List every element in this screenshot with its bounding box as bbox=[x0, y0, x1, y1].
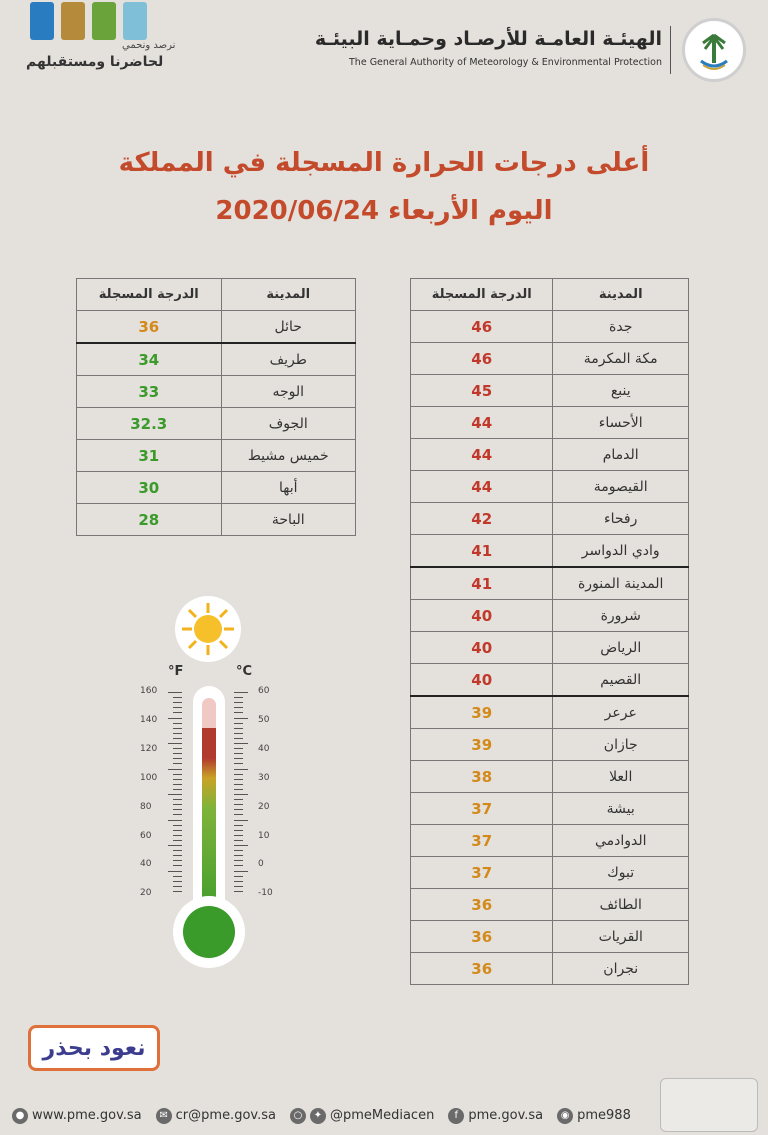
city-cell: المدينة المنورة bbox=[553, 567, 689, 600]
scale-tick-mark bbox=[173, 733, 182, 734]
footer-email[interactable]: ✉ cr@pme.gov.sa bbox=[156, 1108, 276, 1124]
scale-tick-mark bbox=[173, 835, 182, 836]
celsius-label: °C bbox=[236, 664, 253, 679]
table-row bbox=[411, 825, 689, 857]
left-temperature-table bbox=[76, 278, 356, 536]
scale-tick-mark bbox=[234, 723, 243, 724]
city-cell: القريات bbox=[553, 921, 689, 953]
scale-tick-mark bbox=[173, 855, 182, 856]
scale-tick-mark bbox=[173, 779, 182, 780]
scale-tick-mark bbox=[168, 845, 182, 846]
slogan-icon-plant bbox=[92, 2, 116, 40]
scale-tick-label: 160 bbox=[140, 686, 158, 696]
scale-tick-mark bbox=[173, 789, 182, 790]
scale-tick-mark bbox=[168, 743, 182, 744]
temperature-cell: 44 bbox=[411, 439, 553, 471]
scale-tick-mark bbox=[234, 753, 243, 754]
globe-icon: ● bbox=[12, 1108, 28, 1124]
org-name-arabic: الهيئـة العامـة للأرصـاد وحمـاية البيئـة bbox=[314, 28, 662, 50]
table-row bbox=[411, 375, 689, 407]
scale-tick-mark bbox=[234, 728, 243, 729]
temperature-cell: 41 bbox=[411, 567, 553, 600]
scale-tick-label: 30 bbox=[258, 772, 270, 783]
col-header-temp: الدرجة المسجلة bbox=[411, 279, 553, 311]
city-cell: القصيم bbox=[553, 664, 689, 697]
city-cell: القيصومة bbox=[553, 471, 689, 503]
city-cell: شرورة bbox=[553, 600, 689, 632]
scale-tick-mark bbox=[168, 692, 182, 693]
city-cell: نجران bbox=[553, 953, 689, 985]
scale-tick-mark bbox=[234, 789, 243, 790]
scale-tick-mark bbox=[168, 871, 182, 872]
twitter-icon: ✦ bbox=[310, 1108, 326, 1124]
table-row bbox=[411, 567, 689, 600]
header-divider bbox=[670, 26, 671, 74]
scale-tick-mark bbox=[234, 865, 243, 866]
scale-tick-mark bbox=[173, 748, 182, 749]
scale-tick-mark bbox=[234, 814, 243, 815]
city-cell: الوجه bbox=[221, 376, 356, 408]
scale-tick-label: 20 bbox=[258, 801, 270, 812]
scale-tick-label: 10 bbox=[258, 830, 270, 841]
scale-tick-mark bbox=[173, 876, 182, 877]
scale-tick-mark bbox=[234, 835, 243, 836]
scale-tick-mark bbox=[173, 830, 182, 831]
city-cell: جدة bbox=[553, 311, 689, 343]
scale-tick-label: 140 bbox=[140, 714, 158, 725]
table-row bbox=[77, 472, 356, 504]
scale-tick-mark bbox=[168, 794, 182, 795]
scale-tick-mark bbox=[173, 774, 182, 775]
scale-tick-mark bbox=[173, 840, 182, 841]
temperature-cell: 37 bbox=[411, 793, 553, 825]
footer-facebook[interactable]: f pme.gov.sa bbox=[448, 1108, 543, 1124]
thermometer-bulb bbox=[183, 906, 235, 958]
table-row bbox=[411, 761, 689, 793]
temperature-cell: 36 bbox=[411, 953, 553, 985]
temperature-cell: 41 bbox=[411, 535, 553, 568]
scale-tick-mark bbox=[234, 860, 243, 861]
scale-tick-mark bbox=[234, 825, 243, 826]
slogan-big: لحاضرنا ومستقبلهم bbox=[26, 54, 164, 70]
table-row bbox=[411, 535, 689, 568]
city-cell: العلا bbox=[553, 761, 689, 793]
footer-snapchat[interactable]: ◉ pme988 bbox=[557, 1108, 631, 1124]
scale-tick-mark bbox=[234, 820, 248, 821]
scale-tick-mark bbox=[234, 799, 243, 800]
scale-tick-mark bbox=[234, 779, 243, 780]
scale-tick-mark bbox=[173, 804, 182, 805]
page-subtitle-date: اليوم الأربعاء 2020/06/24 bbox=[215, 196, 553, 226]
slogan-small: نرصد ونحمي bbox=[122, 40, 176, 51]
city-cell: الدوادمي bbox=[553, 825, 689, 857]
scale-tick-label: 80 bbox=[140, 801, 152, 812]
scale-tick-mark bbox=[234, 702, 243, 703]
scale-tick-mark bbox=[234, 692, 248, 693]
scale-tick-mark bbox=[173, 860, 182, 861]
mail-icon: ✉ bbox=[156, 1108, 172, 1124]
scale-tick-mark bbox=[173, 814, 182, 815]
fahrenheit-label: °F bbox=[168, 664, 184, 679]
scale-tick-mark bbox=[234, 855, 243, 856]
scale-tick-mark bbox=[173, 702, 182, 703]
scale-tick-mark bbox=[173, 865, 182, 866]
table-row bbox=[411, 696, 689, 729]
scale-tick-mark bbox=[234, 876, 243, 877]
scale-tick-mark bbox=[173, 697, 182, 698]
temperature-cell: 40 bbox=[411, 664, 553, 697]
city-cell: الجوف bbox=[221, 408, 356, 440]
table-row bbox=[411, 664, 689, 697]
scale-tick-mark bbox=[173, 891, 182, 892]
city-cell: عرعر bbox=[553, 696, 689, 729]
scale-tick-mark bbox=[234, 794, 248, 795]
scale-tick-mark bbox=[173, 825, 182, 826]
col-header-city: المدينة bbox=[221, 279, 356, 311]
city-cell: حائل bbox=[221, 311, 356, 344]
table-row bbox=[411, 729, 689, 761]
scale-tick-label: 0 bbox=[258, 859, 264, 870]
scale-tick-mark bbox=[173, 799, 182, 800]
scale-tick-mark bbox=[168, 769, 182, 770]
table-row bbox=[411, 503, 689, 535]
city-cell: مكة المكرمة bbox=[553, 343, 689, 375]
temperature-cell: 46 bbox=[411, 343, 553, 375]
scale-tick-mark bbox=[234, 718, 248, 719]
city-cell: طريف bbox=[221, 343, 356, 376]
scale-tick-mark bbox=[234, 891, 243, 892]
scale-tick-mark bbox=[168, 820, 182, 821]
scale-tick-label: 50 bbox=[258, 714, 270, 725]
scale-tick-mark bbox=[173, 738, 182, 739]
scale-tick-mark bbox=[234, 707, 243, 708]
table-row bbox=[411, 407, 689, 439]
city-cell: الأحساء bbox=[553, 407, 689, 439]
temperature-cell: 39 bbox=[411, 696, 553, 729]
city-cell: وادي الدواسر bbox=[553, 535, 689, 568]
scale-tick-mark bbox=[234, 697, 243, 698]
temperature-cell: 32.3 bbox=[77, 408, 222, 440]
temperature-cell: 34 bbox=[77, 343, 222, 376]
scale-tick-mark bbox=[234, 769, 248, 770]
scale-tick-mark bbox=[173, 850, 182, 851]
table-row bbox=[411, 857, 689, 889]
scale-tick-mark bbox=[234, 774, 243, 775]
table-row bbox=[77, 408, 356, 440]
temperature-cell: 30 bbox=[77, 472, 222, 504]
city-cell: تبوك bbox=[553, 857, 689, 889]
scale-tick-mark bbox=[234, 763, 243, 764]
scale-tick-mark bbox=[173, 753, 182, 754]
scale-tick-mark bbox=[234, 840, 243, 841]
scale-tick-mark bbox=[168, 718, 182, 719]
temperature-cell: 40 bbox=[411, 632, 553, 664]
scale-tick-mark bbox=[173, 723, 182, 724]
temperature-cell: 39 bbox=[411, 729, 553, 761]
scale-tick-mark bbox=[234, 758, 243, 759]
scale-tick-label: -10 bbox=[258, 888, 273, 899]
scale-tick-mark bbox=[234, 743, 248, 744]
temperature-cell: 46 bbox=[411, 311, 553, 343]
scale-tick-mark bbox=[234, 886, 243, 887]
city-cell: جازان bbox=[553, 729, 689, 761]
scale-tick-label: 60 bbox=[258, 686, 270, 696]
city-cell: أبها bbox=[221, 472, 356, 504]
celsius-scale bbox=[232, 686, 276, 922]
city-cell: بيشة bbox=[553, 793, 689, 825]
scale-tick-label: 40 bbox=[140, 859, 152, 870]
table-row bbox=[411, 311, 689, 343]
scale-tick-mark bbox=[173, 881, 182, 882]
scale-tick-label: 40 bbox=[258, 743, 270, 754]
campaign-badge: نعود بحذر bbox=[28, 1025, 160, 1071]
scale-tick-mark bbox=[234, 850, 243, 851]
thermometer bbox=[140, 664, 280, 984]
scale-tick-label: 120 bbox=[140, 743, 158, 754]
scale-tick-mark bbox=[173, 758, 182, 759]
col-header-city: المدينة bbox=[553, 279, 689, 311]
city-cell: رفحاء bbox=[553, 503, 689, 535]
temperature-cell: 44 bbox=[411, 471, 553, 503]
scale-tick-mark bbox=[234, 712, 243, 713]
scale-tick-mark bbox=[173, 728, 182, 729]
city-cell: الباحة bbox=[221, 504, 356, 536]
temperature-cell: 45 bbox=[411, 375, 553, 407]
temperature-cell: 40 bbox=[411, 600, 553, 632]
table-row bbox=[77, 343, 356, 376]
scale-tick-mark bbox=[234, 881, 243, 882]
col-header-temp: الدرجة المسجلة bbox=[77, 279, 222, 311]
temperature-cell: 42 bbox=[411, 503, 553, 535]
footer bbox=[0, 1096, 768, 1135]
scale-tick-label: 100 bbox=[140, 772, 158, 783]
table-row bbox=[77, 440, 356, 472]
table-row bbox=[411, 471, 689, 503]
page-title: أعلى درجات الحرارة المسجلة في المملكة bbox=[118, 148, 650, 178]
temperature-cell: 38 bbox=[411, 761, 553, 793]
temperature-cell: 36 bbox=[77, 311, 222, 344]
footer-website[interactable]: ● www.pme.gov.sa bbox=[12, 1108, 142, 1124]
table-row bbox=[77, 504, 356, 536]
scale-tick-label: 20 bbox=[140, 888, 152, 899]
table-row bbox=[411, 632, 689, 664]
table-row bbox=[411, 889, 689, 921]
snapchat-icon: ◉ bbox=[557, 1108, 573, 1124]
scale-tick-mark bbox=[234, 784, 243, 785]
instagram-icon: ○ bbox=[290, 1108, 306, 1124]
temperature-cell: 44 bbox=[411, 407, 553, 439]
scale-tick-mark bbox=[173, 707, 182, 708]
scale-tick-mark bbox=[173, 886, 182, 887]
city-cell: خميس مشيط bbox=[221, 440, 356, 472]
scale-tick-mark bbox=[173, 712, 182, 713]
table-row bbox=[411, 921, 689, 953]
slogan-icon-water bbox=[30, 2, 54, 40]
city-cell: ينبع bbox=[553, 375, 689, 407]
slogan-icons bbox=[30, 2, 147, 40]
scale-tick-mark bbox=[234, 809, 243, 810]
temperature-cell: 33 bbox=[77, 376, 222, 408]
org-name-english: The General Authority of Meteorology & Environmental Protection bbox=[349, 57, 662, 68]
sun-icon bbox=[175, 596, 241, 662]
scale-tick-label: 60 bbox=[140, 830, 152, 841]
table-row bbox=[77, 376, 356, 408]
footer-social[interactable]: ○ ✦ @pmeMediacen bbox=[290, 1108, 434, 1124]
scale-tick-mark bbox=[234, 804, 243, 805]
city-cell: الدمام bbox=[553, 439, 689, 471]
temperature-cell: 36 bbox=[411, 889, 553, 921]
fahrenheit-scale bbox=[140, 686, 184, 922]
temperature-cell: 37 bbox=[411, 825, 553, 857]
scale-tick-mark bbox=[234, 748, 243, 749]
temperature-cell: 28 bbox=[77, 504, 222, 536]
scale-tick-mark bbox=[173, 763, 182, 764]
right-temperature-table bbox=[410, 278, 689, 985]
table-row bbox=[411, 953, 689, 985]
scale-tick-mark bbox=[234, 733, 243, 734]
scale-tick-mark bbox=[173, 809, 182, 810]
table-row bbox=[411, 439, 689, 471]
slogan-icon-wind bbox=[123, 2, 147, 40]
table-row bbox=[411, 343, 689, 375]
temperature-cell: 37 bbox=[411, 857, 553, 889]
table-row bbox=[77, 311, 356, 344]
temperature-cell: 36 bbox=[411, 921, 553, 953]
temperature-cell: 31 bbox=[77, 440, 222, 472]
pme-logo-icon bbox=[682, 18, 746, 82]
slogan-icon-sand bbox=[61, 2, 85, 40]
facebook-icon: f bbox=[448, 1108, 464, 1124]
table-row bbox=[411, 793, 689, 825]
scale-tick-mark bbox=[173, 784, 182, 785]
city-cell: الرياض bbox=[553, 632, 689, 664]
table-row bbox=[411, 600, 689, 632]
city-cell: الطائف bbox=[553, 889, 689, 921]
scale-tick-mark bbox=[234, 845, 248, 846]
scale-tick-mark bbox=[234, 738, 243, 739]
scale-tick-mark bbox=[234, 830, 243, 831]
scale-tick-mark bbox=[234, 871, 248, 872]
